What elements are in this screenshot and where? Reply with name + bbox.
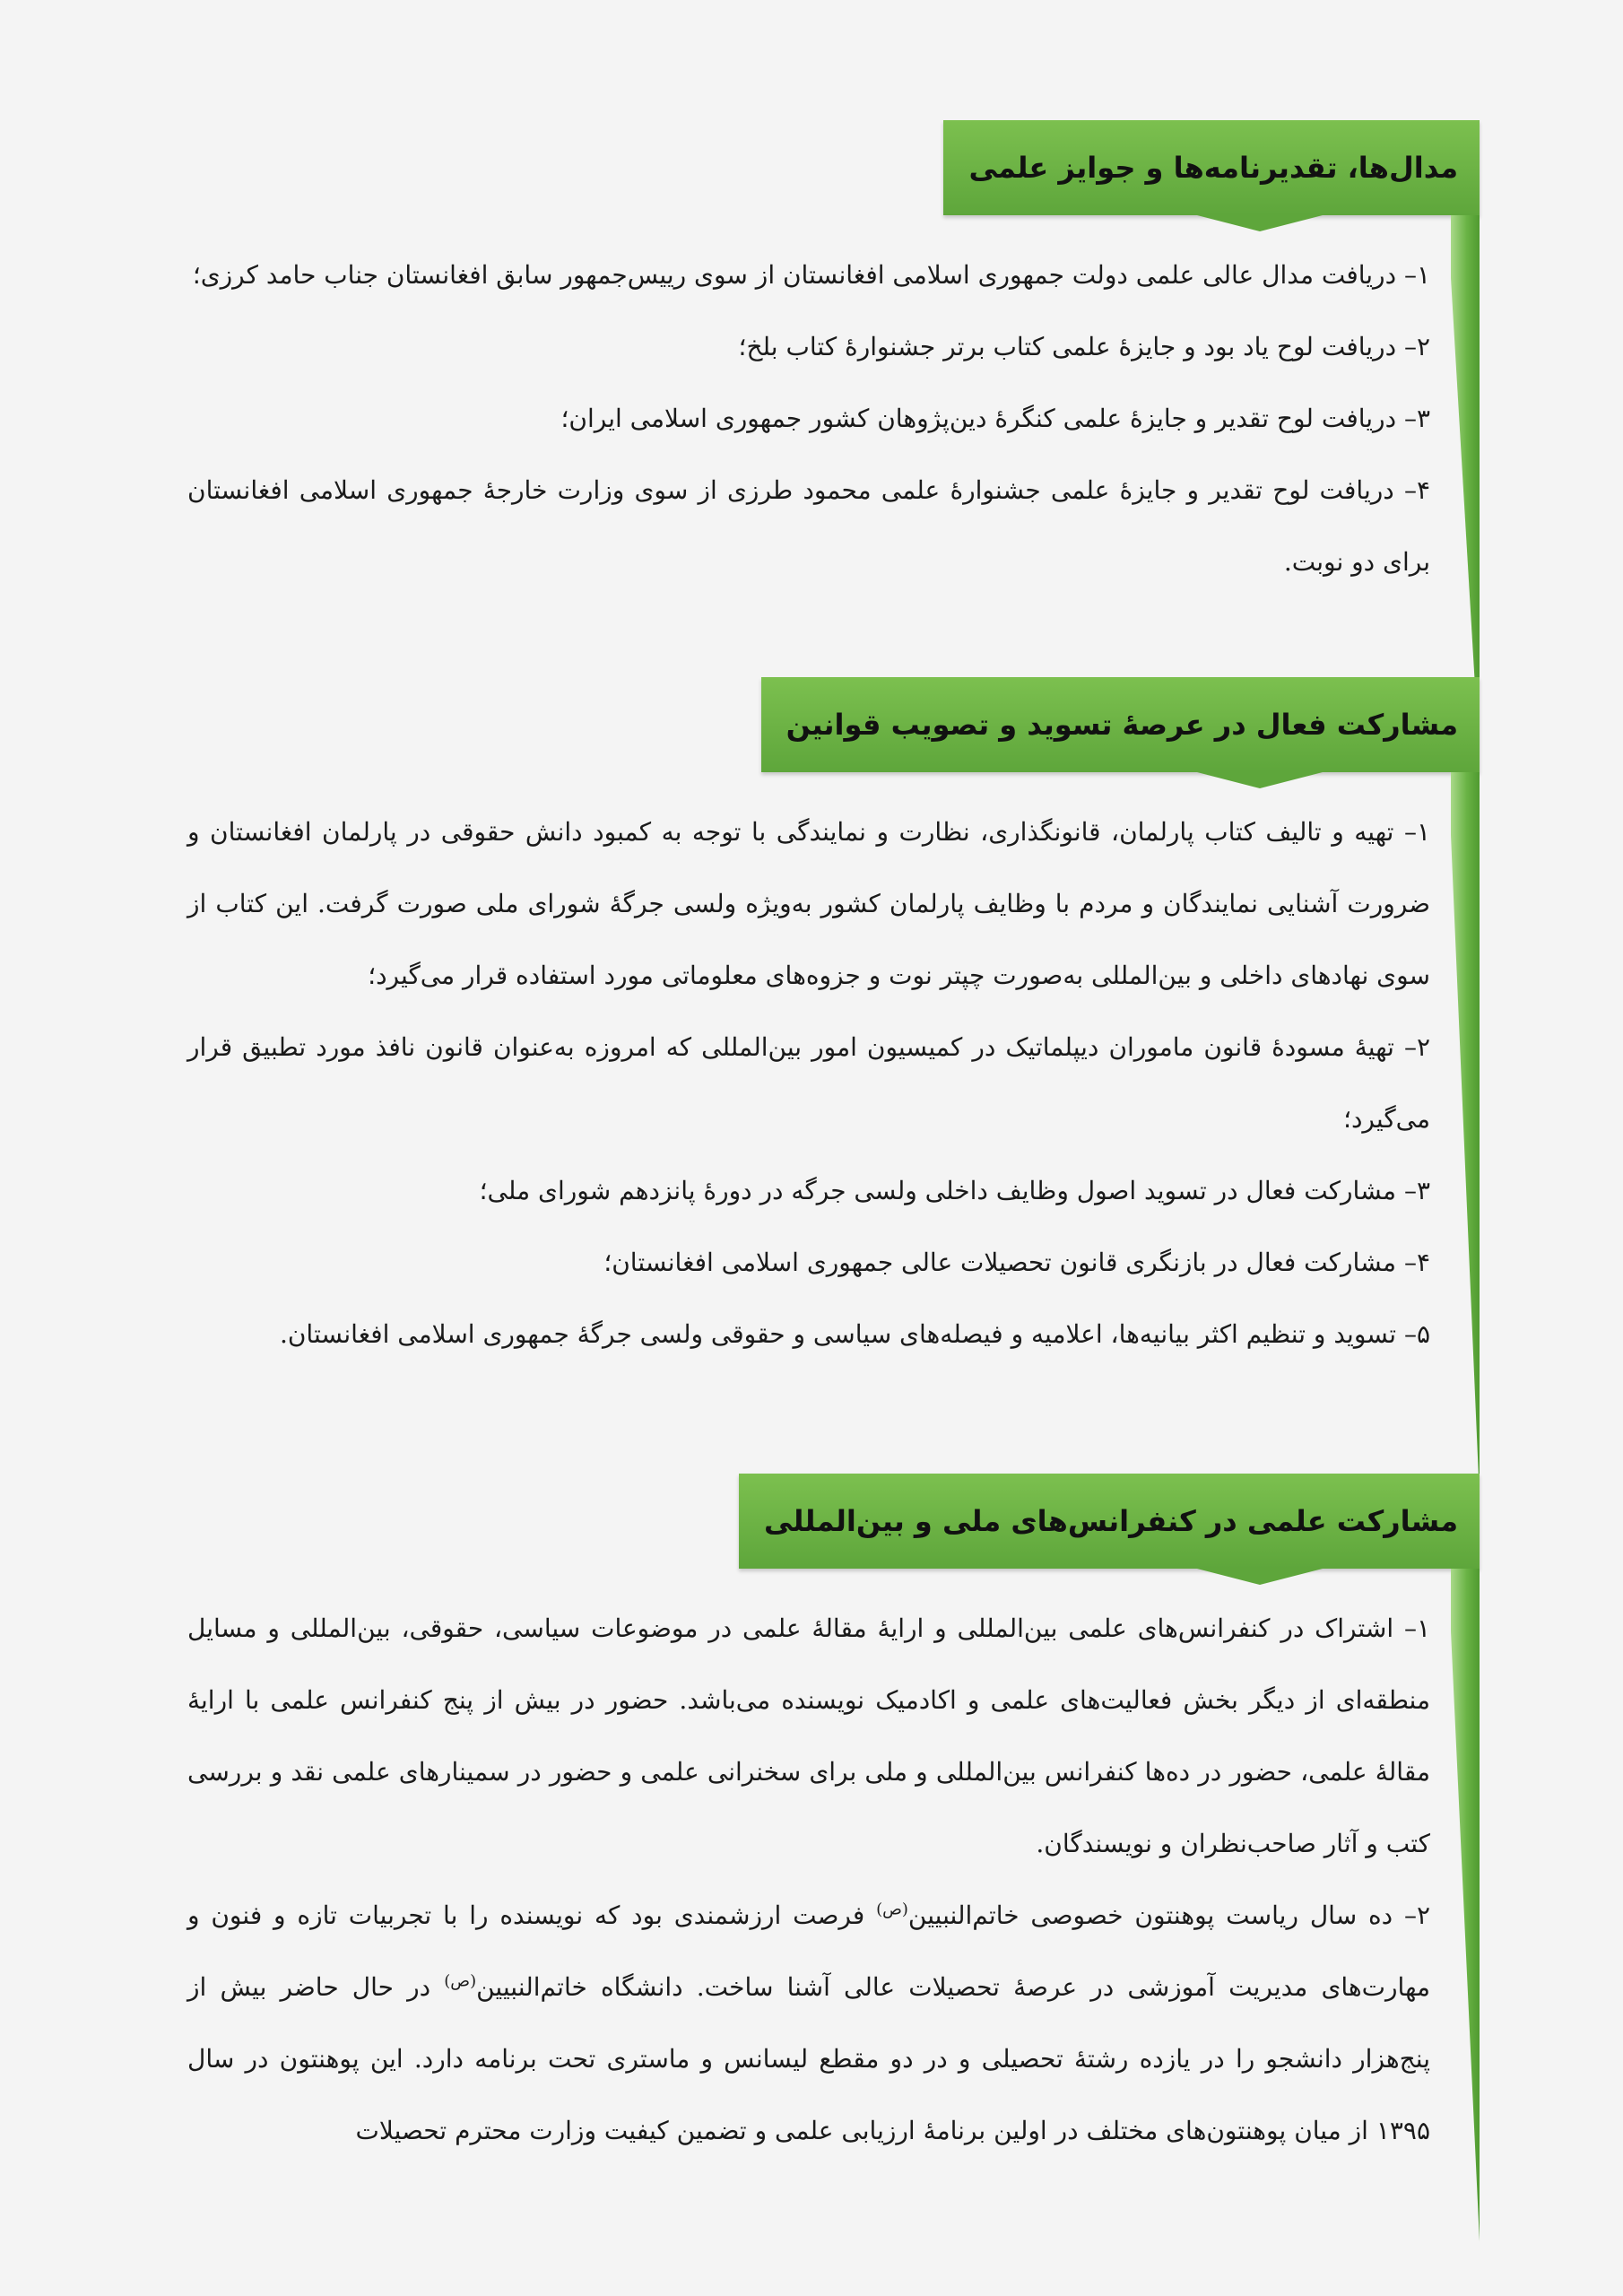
list-item: ۵– تسوید و تنظیم اکثر بیانیه‌ها، اعلامیه و فیصله‌های سیاسی و حقوقی ولسی جرگۀ جمهوری اسلامی افغانستان.: [279, 1319, 1430, 1349]
list-item: ۴– دریافت لوح تقدیر و جایزۀ علمی جشنوارۀ علمی محمود طرزی از سوی وزارت خارجۀ جمهوری اسلامی افغانستان برای دو نوبت.: [187, 475, 1430, 577]
list-item: ۴– مشارکت فعال در بازنگری قانون تحصیلات عالی جمهوری اسلامی افغانستان؛: [603, 1248, 1430, 1277]
section-title: مشارکت فعال در عرصۀ تسوید و تصویب قوانین: [785, 708, 1458, 742]
ribbon-decoration: [1451, 1569, 1480, 2241]
section-title: مدال‌ها، تقدیرنامه‌ها و جوایز علمی: [968, 151, 1458, 185]
list-item: ۲– تهیۀ مسودۀ قانون ماموران دیپلماتیک در کمیسیون امور بین‌المللی که امروزه به‌عنوان قانون نافذ مورد تطبیق قرار می‌گیرد؛: [187, 1032, 1430, 1134]
ribbon-decoration: [1451, 772, 1480, 1499]
section-header-banner: [761, 677, 1480, 772]
list-item: ۱– اشتراک در کنفرانس‌های علمی بین‌المللی و ارایۀ مقالۀ علمی در موضوعات سیاسی، حقوقی، بین‌المللی و مسایل منطقه‌ای از دیگر بخش فعالیت‌های علمی و اکادمیک نویسنده می‌باشد. حضور در بیش از پنج کنفرانس علمی با ارایۀ مقالۀ علمی، حضور در ده‌ها کنفرانس بین‌المللی و ملی برای سخنرانی علمی و حضور در سمینارهای علمی نقد و بررسی کتب و آثار صاحب‌نظران و نویسندگان.: [187, 1613, 1430, 1858]
section-header-banner: [943, 120, 1480, 215]
list-item: ۳– دریافت لوح تقدیر و جایزۀ علمی کنگرۀ دین‌پژوهان کشور جمهوری اسلامی ایران؛: [560, 404, 1430, 433]
list-item: ۱– دریافت مدال عالی علمی دولت جمهوری اسلامی افغانستان از سوی رییس‌جمهور سابق افغانستان جناب حامد کرزی؛: [192, 260, 1430, 290]
section-header-banner: [739, 1474, 1480, 1569]
section-body: [187, 1593, 1430, 2167]
list-item: ۲– ده سال ریاست پوهنتون خصوصی خاتم‌النبیین$^{(ص)}$ فرصت ارزشمندی بود که نویسنده را با تجربیات تازه و فنون و مهارت‌های مدیریت آموزشی در عرصۀ تحصیلات عالی آشنا ساخت. دانشگاه خاتم‌النبیین$^{(ص)}$ در حال حاضر بیش از پنج‌هزار دانشجو را در یازده رشتۀ تحصیلی و در دو مقطع لیسانس و ماستری تحت برنامه دارد. این پوهنتون در سال ۱۳۹۵ از میان پوهنتون‌های مختلف در اولین برنامۀ ارزیابی علمی و تضمین کیفیت وزارت محترم تحصیلات: [187, 1900, 1431, 2145]
section-body: [187, 239, 1430, 598]
list-item: ۱– تهیه و تالیف کتاب پارلمان، قانونگذاری، نظارت و نمایندگی با توجه به کمبود دانش حقوقی در پارلمان افغانستان و ضرورت آشنایی نمایندگان و مردم با وظایف پارلمان کشور به‌ویژه ولسی جرگۀ شورای ملی صورت گرفت. این کتاب از سوی نهادهای داخلی و بین‌المللی به‌صورت چپتر نوت و جزوه‌های معلوماتی مورد استفاده قرار می‌گیرد؛: [187, 817, 1431, 990]
list-item: ۲– دریافت لوح یاد بود و جایزۀ علمی کتاب برتر جشنوارۀ کتاب بلخ؛: [738, 332, 1430, 361]
section-title: مشارکت علمی در کنفرانس‌های ملی و بین‌المللی: [763, 1504, 1458, 1538]
section-body: [187, 796, 1430, 1370]
list-item: ۳– مشارکت فعال در تسوید اصول وظایف داخلی ولسی جرگه در دورۀ پانزدهم شورای ملی؛: [479, 1176, 1430, 1205]
